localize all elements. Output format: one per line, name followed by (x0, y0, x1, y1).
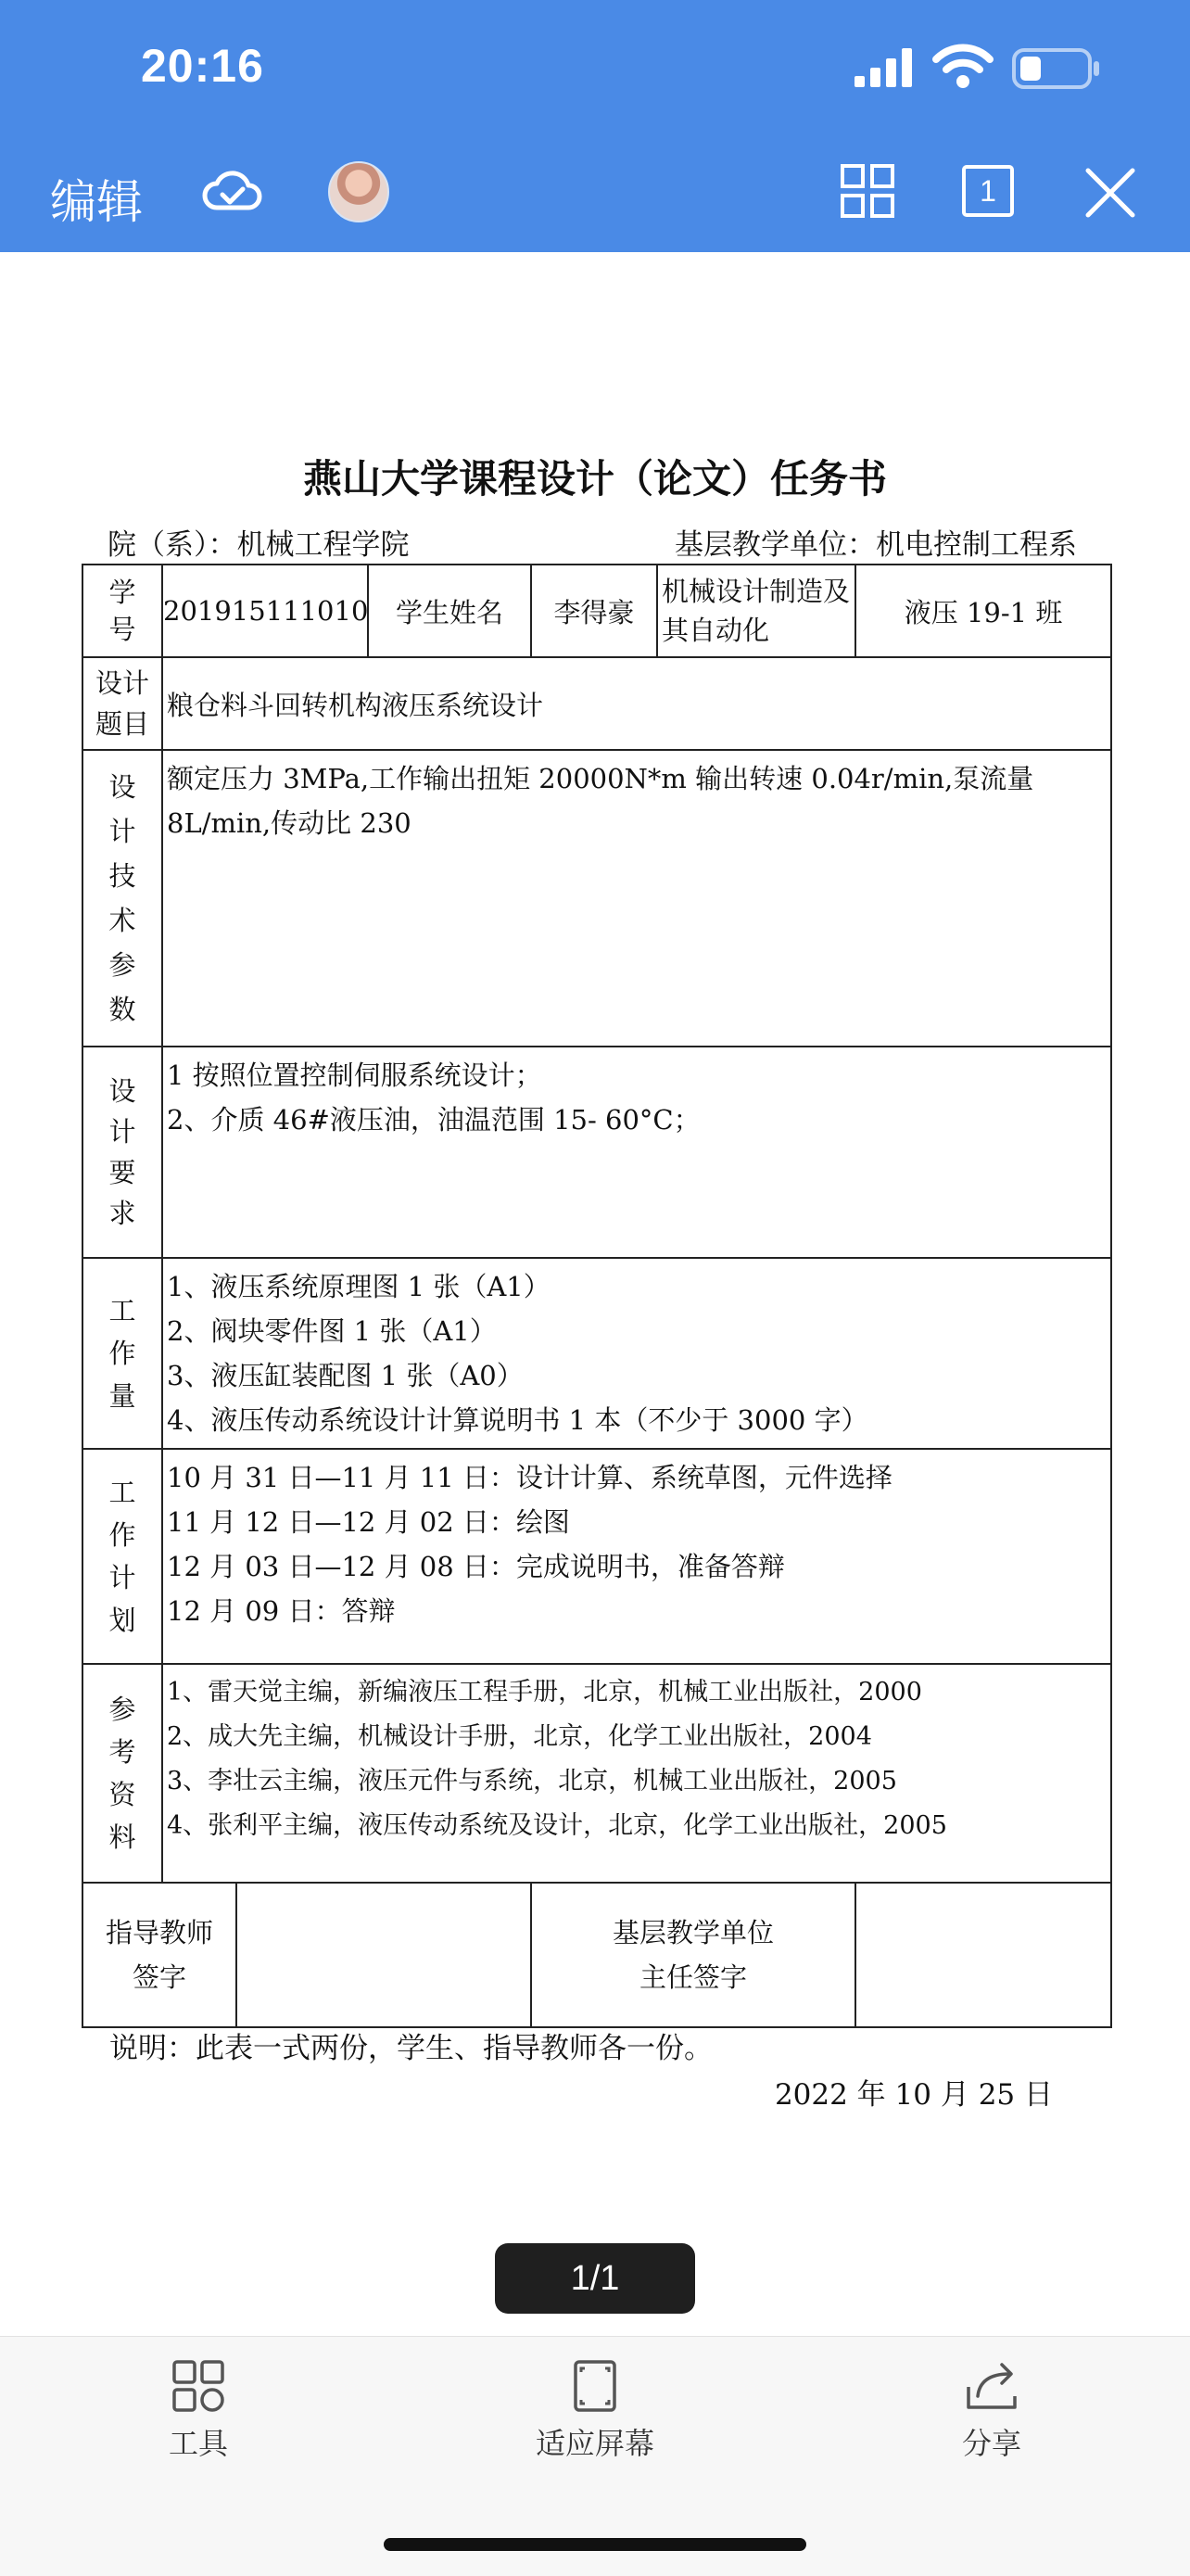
requirements-list (162, 1047, 1111, 1258)
head-signature-field (855, 1883, 1111, 2027)
params-value: 额定压力 3MPa,工作输出扭矩 20000N*m 输出转速 0.04r/min,泵流量 8L/min,传动比 230 (162, 750, 1111, 1047)
top-bar (0, 0, 1190, 252)
document-page (0, 252, 1190, 2336)
topic-value: 粮仓料斗回转机构液压系统设计 (162, 657, 1111, 750)
cloud-sync-icon[interactable] (202, 165, 263, 217)
status-time: 20:16 (141, 40, 264, 92)
page-count-button[interactable]: 1 (962, 165, 1014, 217)
table-row (82, 657, 1111, 750)
table-row (82, 1883, 1111, 2027)
workload-list (162, 1258, 1111, 1449)
references-list (162, 1664, 1111, 1883)
list-item: 3、液压缸装配图 1 张（A0） (167, 1360, 524, 1391)
list-item: 4、液压传动系统设计计算说明书 1 本（不少于 3000 字） (167, 1404, 868, 1436)
avatar[interactable] (328, 161, 389, 222)
cellular-signal-icon (855, 48, 919, 87)
student-name-value: 李得豪 (531, 565, 657, 657)
list-item: 12 月 09 日：答辩 (167, 1595, 396, 1627)
plan-list (162, 1449, 1111, 1664)
table-row (82, 750, 1111, 1047)
workload-label: 工作量 (82, 1258, 162, 1449)
teacher-signature-label: 指导教师签字 (82, 1883, 236, 2027)
table-row (82, 1047, 1111, 1258)
head-signature-label: 基层教学单位主任签字 (531, 1883, 855, 2027)
fit-screen-label: 适应屏幕 (535, 2426, 654, 2461)
edit-button[interactable]: 编辑 (50, 175, 143, 229)
major-value: 机械设计制造及其自动化 (657, 565, 855, 657)
requirements-label: 设计要求 (82, 1047, 162, 1258)
teaching-unit-label: 基层教学单位：机电控制工程系 (675, 528, 1077, 562)
list-item: 2、介质 46#液压油，油温范围 15- 60°C； (167, 1104, 701, 1136)
list-item: 1、雷天觉主编，新编液压工程手册，北京，机械工业出版社，2000 (167, 1678, 922, 1707)
topic-label: 设计题目 (82, 657, 162, 750)
wifi-icon (932, 43, 994, 89)
student-name-label: 学生姓名 (368, 565, 531, 657)
table-row (82, 1258, 1111, 1449)
table-row (82, 1664, 1111, 1883)
tools-icon (171, 2359, 225, 2413)
list-item: 1 按照位置控制伺服系统设计； (167, 1060, 542, 1091)
list-item: 1、液压系统原理图 1 张（A1） (167, 1271, 551, 1302)
task-form-table (82, 564, 1112, 2028)
list-item: 12 月 03 日—12 月 08 日：完成说明书，准备答辩 (167, 1551, 785, 1582)
share-button[interactable] (880, 2359, 1103, 2463)
list-item: 10 月 31 日—11 月 11 日：设计计算、系统草图，元件选择 (167, 1462, 892, 1493)
list-item: 3、李壮云主编，液压元件与系统，北京，机械工业出版社，2005 (167, 1767, 897, 1796)
list-item: 2、成大先主编，机械设计手册，北京，化学工业出版社，2004 (167, 1722, 872, 1751)
page-indicator: 1/1 (495, 2243, 695, 2314)
fit-screen-icon (568, 2359, 622, 2413)
tools-label: 工具 (168, 2426, 228, 2461)
document-title: 燕山大学课程设计（论文）任务书 (302, 456, 887, 501)
form-note: 说明：此表一式两份，学生、指导教师各一份。 (109, 2032, 713, 2065)
share-icon (965, 2359, 1019, 2413)
tools-button[interactable] (87, 2359, 310, 2463)
list-item: 2、阀块零件图 1 张（A1） (167, 1315, 497, 1347)
params-label: 设计技术参数 (82, 750, 162, 1047)
teacher-signature-field (236, 1883, 531, 2027)
references-label: 参考资料 (82, 1664, 162, 1883)
class-value: 液压 19-1 班 (855, 565, 1111, 657)
list-item: 4、张利平主编，液压传动系统及设计，北京，化学工业出版社，2005 (167, 1811, 947, 1840)
grid-view-icon[interactable] (840, 163, 895, 219)
student-id-value: 201915111010 (162, 565, 368, 657)
plan-label: 工作计划 (82, 1449, 162, 1664)
department-label: 院（系）：机械工程学院 (108, 528, 410, 562)
form-date: 2022 年 10 月 25 日 (774, 2078, 1053, 2112)
close-icon[interactable] (1084, 167, 1136, 219)
fit-screen-button[interactable] (484, 2359, 706, 2463)
home-indicator[interactable] (384, 2538, 806, 2551)
share-label: 分享 (961, 2426, 1021, 2461)
table-row (82, 565, 1111, 657)
list-item: 11 月 12 日—12 月 02 日：绘图 (167, 1506, 570, 1538)
battery-icon (1012, 48, 1101, 89)
table-row (82, 1449, 1111, 1664)
student-id-label: 学号 (82, 565, 162, 657)
